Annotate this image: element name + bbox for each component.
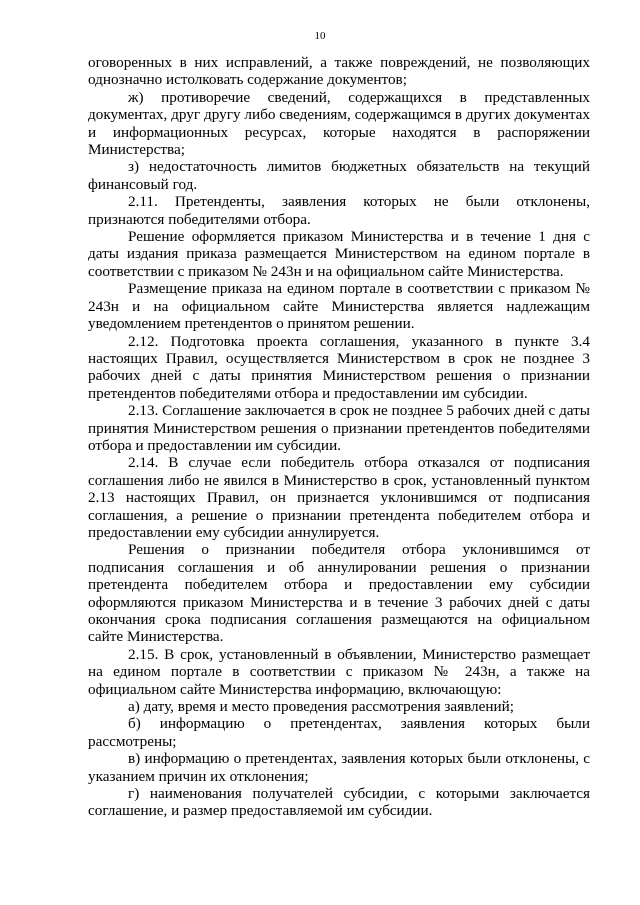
paragraph-1: оговоренных в них исправлений, а также повреждений, не позволяющих однозначно истолковать содержание документов; <box>88 54 590 89</box>
paragraph-5: Решение оформляется приказом Министерства и в течение 1 дня с даты издания приказа размещается Министерством на едином портале в соответствии с приказом № 243н и на официальном сайте Министерства. <box>88 228 590 280</box>
paragraph-8: 2.13. Соглашение заключается в срок не позднее 5 рабочих дней с даты принятия Министерством решения о признании претендентов победителями отбора и предоставлении им субсидии. <box>88 402 590 454</box>
paragraph-9: 2.14. В случае если победитель отбора отказался от подписания соглашения либо не явился в Министерство в срок, установленный пунктом 2.13 настоящих Правил, он признается уклонившимся от подписания соглашения, а решение о признании претендента победителем отбора и предоставлении ему субсидии аннулируется. <box>88 454 590 541</box>
page-number: 10 <box>314 30 326 42</box>
paragraph-12: а) дату, время и место проведения рассмотрения заявлений; <box>128 698 514 716</box>
paragraph-6: Размещение приказа на едином портале в соответствии с приказом № 243н и на официальном сайте Министерства является надлежащим уведомлением претендентов о принятом решении. <box>88 280 590 333</box>
paragraph-11: 2.15. В срок, установленный в объявлении, Министерство размещает на едином портале в соответствии с приказом № 243н, а также на официальном сайте Министерства информацию, включающую: <box>88 645 590 698</box>
paragraph-15: г) наименования получателей субсидии, с которыми заключается соглашение, и размер предоставляемой им субсидии. <box>88 785 590 820</box>
document-body <box>88 54 590 820</box>
paragraph-2: ж) противоречие сведений, содержащихся в представленных документах, друг другу либо сведениям, содержащимся в других документах и информационных ресурсах, которые находятся в распоряжении Министерства; <box>88 88 590 159</box>
paragraph-13: б) информацию о претендентах, заявления которых были рассмотрены; <box>88 715 590 750</box>
paragraph-4: 2.11. Претенденты, заявления которых не были отклонены, признаются победителями отбора. <box>88 193 590 228</box>
paragraph-3: з) недостаточность лимитов бюджетных обязательств на текущий финансовый год. <box>88 158 590 193</box>
paragraph-7: 2.12. Подготовка проекта соглашения, указанного в пункте 3.4 настоящих Правил, осуществляется Министерством в срок не позднее 3 рабочих дней с даты принятия Министерством решения о признании претендентов победителями отбора и предоставлении им субсидии. <box>88 332 590 402</box>
paragraph-14: в) информацию о претендентах, заявления которых были отклонены, с указанием причин их отклонения; <box>88 750 590 785</box>
paragraph-10: Решения о признании победителя отбора уклонившимся от подписания соглашения и об аннулировании решения о признании претендента победителем отбора и предоставлении ему субсидии оформляются приказом Министерства и в течение 3 рабочих дней с даты окончания срока подписания соглашения размещаются на официальном сайте Министерства. <box>88 541 590 646</box>
